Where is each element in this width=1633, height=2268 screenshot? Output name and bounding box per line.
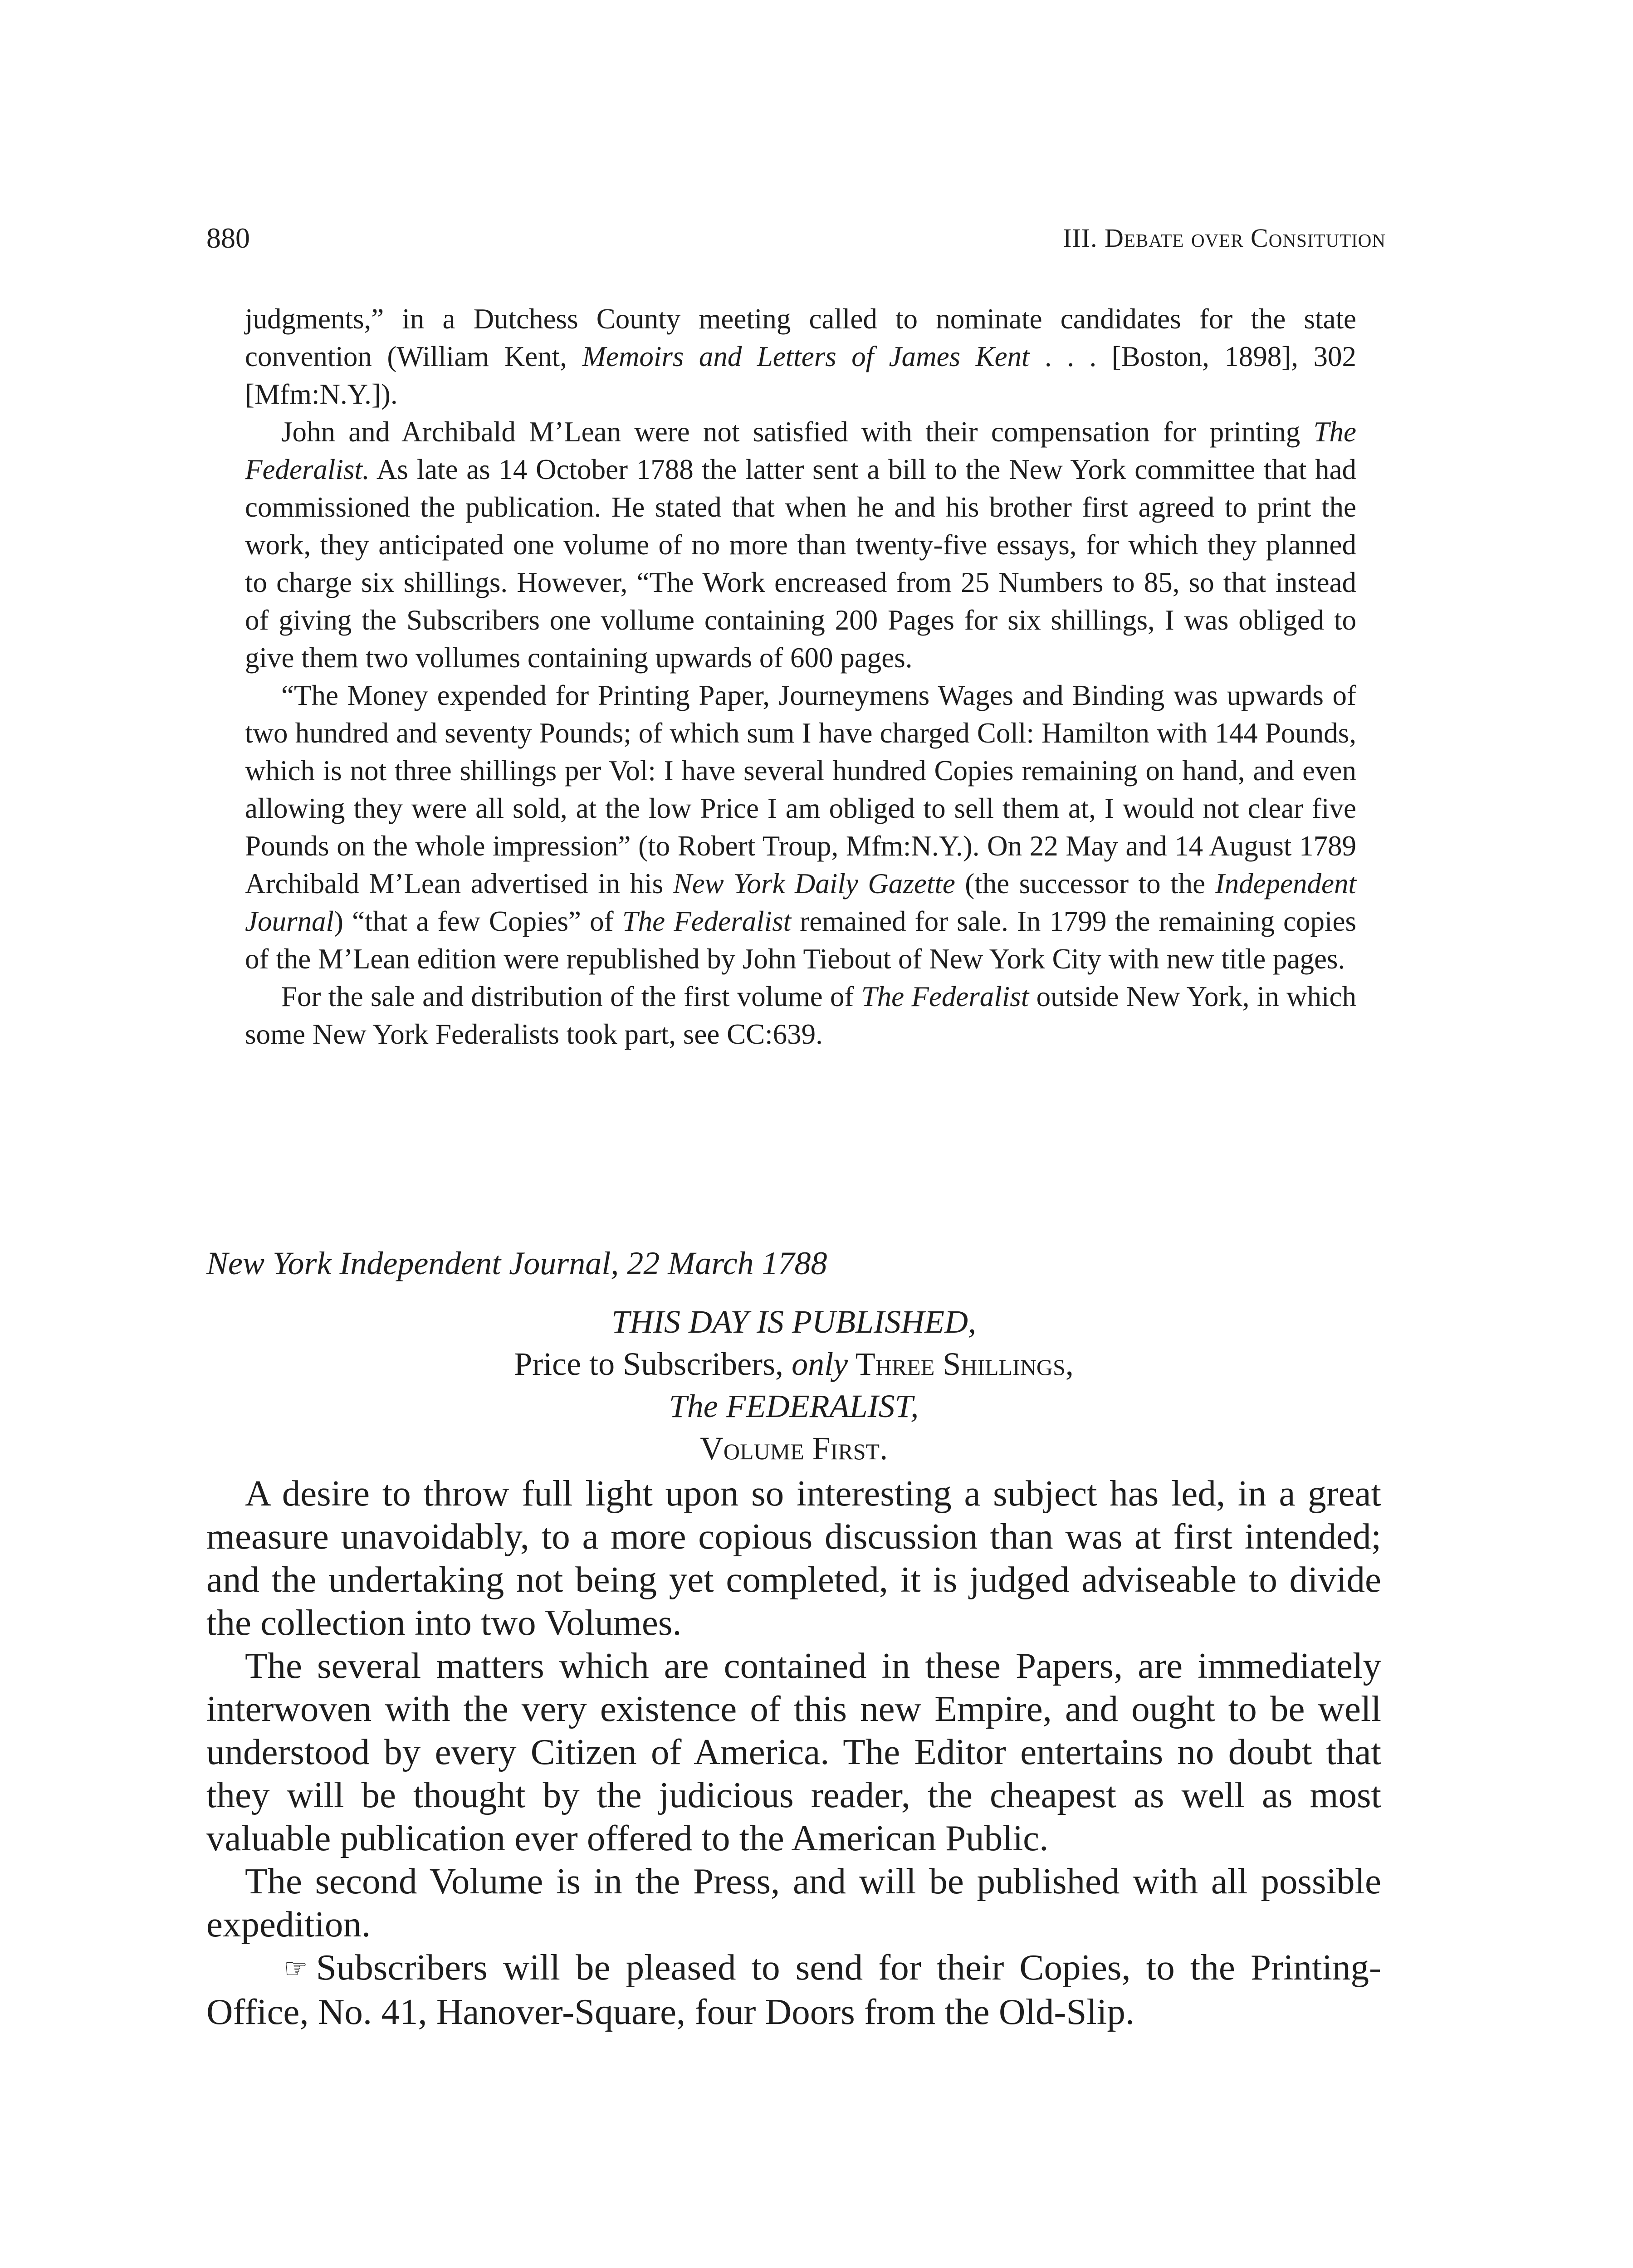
- notice-paragraph-4: ☞ Subscribers will be pleased to send for their Copies, to the Printing-Office, No. 41, Hanover-Square, four Doors from the Old-Slip.: [206, 1947, 1381, 2032]
- page-number: 880: [206, 222, 250, 254]
- commentary-paragraph-2: John and Archibald M’Lean were not satisfied with their compensation for printing The Federalist. As late as 14 October 1788 the latter sent a bill to the New York committee that had commissioned the publication. He stated that when he and his brother first agreed to print the work, they anticipated one volume of no more than twenty-five essays, for which they planned to charge six shillings. However, “The Work encreased from 25 Numbers to 85, so that instead of giving the Subscribers one vollume containing 200 Pages for six shillings, I was obliged to give them two vollumes containing upwards of 600 pages.: [245, 416, 1356, 674]
- editorial-commentary: [245, 300, 1356, 1053]
- newspaper-title: Independent Journal: [245, 868, 1356, 937]
- headline-line-1: THIS DAY IS PUBLISHED,: [611, 1304, 976, 1340]
- book-title: The Federalist: [861, 981, 1029, 1012]
- newspaper-title: New York Daily Gazette: [673, 868, 955, 899]
- book-title: The Federalist.: [245, 416, 1356, 485]
- notice-paragraph-2: The several matters which are contained in these Papers, are immediately interwoven with the very existence of this new Empire, and ought to be well understood by every Citizen of America. The Editor entertains no doubt that they will be thought by the judicious reader, the cheapest as well as most valuable publication ever offered to the American Public.: [206, 1645, 1381, 1858]
- running-title: III. Debate over Consitution: [1063, 223, 1386, 253]
- headline-line-3: The FEDERALIST,: [669, 1388, 919, 1424]
- source-heading: New York Independent Journal, 22 March 1788: [206, 1245, 827, 1281]
- pointing-hand-icon: ☞: [284, 1954, 308, 1984]
- book-title: Memoirs and Letters of James Kent: [582, 341, 1030, 372]
- headline-line-2: Price to Subscribers, only Three Shillings,: [514, 1346, 1074, 1382]
- commentary-paragraph-3: “The Money expended for Printing Paper, Journeymens Wages and Binding was upwards of two hundred and seventy Pounds; of which sum I have charged Coll: Hamilton with 144 Pounds, which is not three shillings per Vol: I have several hundred Copies remaining on hand, and even allowing they were all sold, at the low Price I am obliged to sell them at, I would not clear five Pounds on the whole impression” (to Robert Troup, Mfm:N.Y.). On 22 May and 14 August 1789 Archibald M’Lean advertised in his New York Daily Gazette (the successor to the Independent Journal) “that a few Copies” of The Federalist remained for sale. In 1799 the remaining copies of the M’Lean edition were republished by John Tiebout of New York City with new title pages.: [245, 679, 1356, 975]
- advertisement-body: [206, 1472, 1381, 2033]
- running-head: [206, 218, 1386, 259]
- commentary-paragraph-4: For the sale and distribution of the first volume of The Federalist outside New York, in which some New York Federalists took part, see CC:639.: [245, 981, 1356, 1050]
- book-title: The Federalist: [622, 905, 792, 937]
- advertisement-headline: [206, 1301, 1381, 1470]
- commentary-paragraph-1: judgments,” in a Dutchess County meeting called to nominate candidates for the state convention (William Kent, Memoirs and Letters of James Kent . . . [Boston, 1898], 302 [Mfm:N.Y.]).: [245, 303, 1356, 410]
- notice-paragraph-3: The second Volume is in the Press, and will be published with all possible expedition.: [206, 1861, 1381, 1945]
- headline-line-4: Volume First.: [699, 1430, 888, 1466]
- notice-paragraph-1: A desire to throw full light upon so interesting a subject has led, in a great measure unavoidably, to a more copious discussion than was at first intended; and the undertaking not being yet completed, it is judged adviseable to divide the collection into two Volumes.: [206, 1473, 1381, 1643]
